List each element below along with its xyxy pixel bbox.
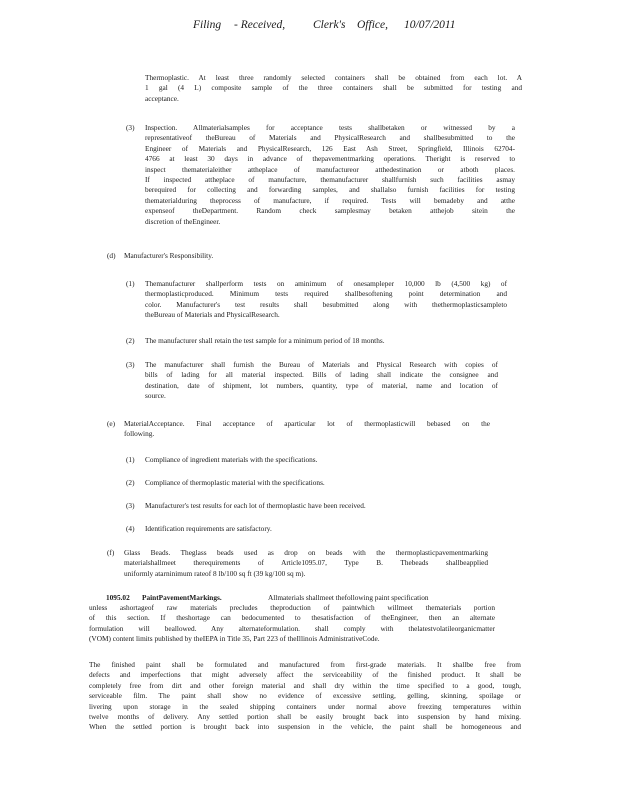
acceptance-criterion: Compliance of ingredient materials with the specifications. <box>145 455 318 464</box>
header-filing: Filing <box>193 19 222 31</box>
text-line: berequired for collecting and forwarding samples, and shallalso furnish facilities for testing <box>145 185 515 195</box>
item-label: (1) <box>126 279 135 288</box>
text-line: If inspected attheplace of manufacture, themanufacturer shallfurnish such facilities asmay <box>145 175 515 185</box>
material-acceptance-paragraph <box>124 419 490 440</box>
text-line: uniformly atarninimum rateof 8 lb/100 sq ft (39 kg/100 sq m). <box>124 568 306 578</box>
text-line: following. <box>124 429 155 439</box>
text-line: unless ashortageof raw materials precludes theproduction of paintwhich willmeet thematerials portion <box>89 603 495 612</box>
text-line: color. Manufacturer's test results shall besubmitted along with thethermoplasticsampleto <box>145 299 507 309</box>
text-line: twelve months of delivery. Any settled portion shall be easily brought back into suspension by hand mixing. <box>89 712 521 722</box>
header-office: Office, <box>357 19 388 31</box>
header-clerk: Clerk's <box>313 19 346 31</box>
text-line: source. <box>145 391 166 401</box>
header-date: 10/07/2011 <box>404 19 456 31</box>
section-label: (f) <box>107 548 115 557</box>
sample-retention-paragraph <box>145 336 507 346</box>
text-line: completely free from dirt and other foreign material and shall dry within the time specified to a good, tough, <box>89 680 521 690</box>
item-label: (3) <box>126 360 135 369</box>
item-label: (2) <box>126 478 135 487</box>
text-line: defects and imperfections that might adversely affect the serviceability of the finished product. It shall be <box>89 670 521 680</box>
text-line: Inspection. Allmaterialsamples for acceptance tests shallbetaken or witnessed by a <box>145 123 515 132</box>
text-line: discretion of theEngineer. <box>145 216 221 226</box>
text-line: (VOM) content limits published by theIEPA in Title 35, Part 223 of theIllinois AdministrativeCode. <box>89 634 380 644</box>
section-label: (d) <box>107 251 116 260</box>
text-line: bills of lading for all material inspected. Bills of lading shall indicate the consignee and <box>145 370 498 380</box>
text-line: livering upon storage in the sealed shipping containers under normal above freezing temperatures within <box>89 701 521 711</box>
finished-paint-paragraph <box>89 660 521 733</box>
text-line: MaterialAcceptance. Final acceptance of aparticular lot of thermoplasticwill bebased on the <box>124 419 490 428</box>
text-line: destination, date of shipment, lot numbers, quantity, type of material, name and location of <box>145 380 498 390</box>
section-label: (e) <box>107 419 116 428</box>
item-label: (4) <box>126 524 135 533</box>
section-title: PaintPavementMarkings. <box>142 593 222 602</box>
filing-header <box>0 19 618 39</box>
text-line: expenseof theDepartment. Random check samplesmay betaken atthejob sitein the <box>145 206 515 216</box>
acceptance-criterion: Identification requirements are satisfactory. <box>145 524 272 533</box>
item-label: (3) <box>126 123 135 132</box>
item-label: (3) <box>126 501 135 510</box>
paint-specification-paragraph <box>89 603 495 645</box>
text-line: thematerialduring theprocess of manufacture, if required. Tests will bemadeby and atthe <box>145 195 515 205</box>
thermoplastic-sampling-paragraph <box>145 73 522 104</box>
glass-beads-paragraph <box>124 548 488 579</box>
acceptance-criterion: Compliance of thermoplastic material with the specifications. <box>145 478 325 487</box>
text-line: The finished paint shall be formulated and manufactured from first-grade materials. It shallbe free from <box>89 660 521 669</box>
text-line: formulation will beallowed. Any alternateformulation. shall comply with thelatestvolatileorganicmatter <box>89 623 495 633</box>
text-line: inspect thematerialeither attheplace of manufactureor atthedestination or atboth places. <box>145 164 515 174</box>
text-line: theBureau of Materials and PhysicalResearch. <box>145 310 280 320</box>
inspection-paragraph <box>145 123 515 227</box>
text-line: serviceable film. The paint shall show no evidence of excessive settling, gelling, skinning, spoilage or <box>89 691 521 701</box>
text-line: acceptance. <box>145 93 179 103</box>
text-line: The manufacturer shall retain the test sample for a minimum period of 18 months. <box>145 336 385 345</box>
section-heading-text: Allmaterials shallmeet thefollowing paint specification <box>268 593 429 602</box>
section-title: Manufacturer's Responsibility. <box>124 251 214 260</box>
text-line: Glass Beads. Theglass beads used as drop on beads with the thermoplasticpavementmarking <box>124 548 488 557</box>
text-line: Thermoplastic. At least three randomly selected containers shall be obtained from each lot. A <box>145 73 522 82</box>
text-line: 1 gal (4 L) composite sample of the three containers shall be submitted for testing and <box>145 83 522 93</box>
test-requirements-paragraph <box>145 279 507 321</box>
item-label: (2) <box>126 336 135 345</box>
text-line: materialshallmeet therequirements of Article1095.07, Type B. Thebeads shallbeapplied <box>124 558 488 568</box>
text-line: Engineer of Materials and PhysicalResearch, 126 East Ash Street, Springfield, Illinois 62704- <box>145 143 515 153</box>
text-line: thermoplasticproduced. Minimum tests required shallbesoftening point determination and <box>145 289 507 299</box>
text-line: The manufacturer shall furnish the Bureau of Materials and Physical Research with copies of <box>145 360 498 369</box>
bills-of-lading-paragraph <box>145 360 498 402</box>
text-line: Themanufacturer shallperform tests on aminimum of onesampleper 10,000 lb (4,500 kg) of <box>145 279 507 288</box>
acceptance-criterion: Manufacturer's test results for each lot of thermoplastic have been received. <box>145 501 366 510</box>
section-number: 1095.02 <box>106 593 130 602</box>
item-label: (1) <box>126 455 135 464</box>
header-received: - Received, <box>234 19 286 31</box>
text-line: 4766 at least 30 days in advance of thepavementmarking operations. Theright is reserved to <box>145 154 515 164</box>
text-line: representativeof theBureau of Materials and PhysicalResearch and shallbesubmitted to the <box>145 133 515 143</box>
text-line: When the settled portion is brought back into suspension in the vehicle, the paint shall be homogeneous and <box>89 722 521 732</box>
text-line: of this section. If theshortage can bedocumented to thesatisfaction of theEngineer, then an alternate <box>89 613 495 623</box>
